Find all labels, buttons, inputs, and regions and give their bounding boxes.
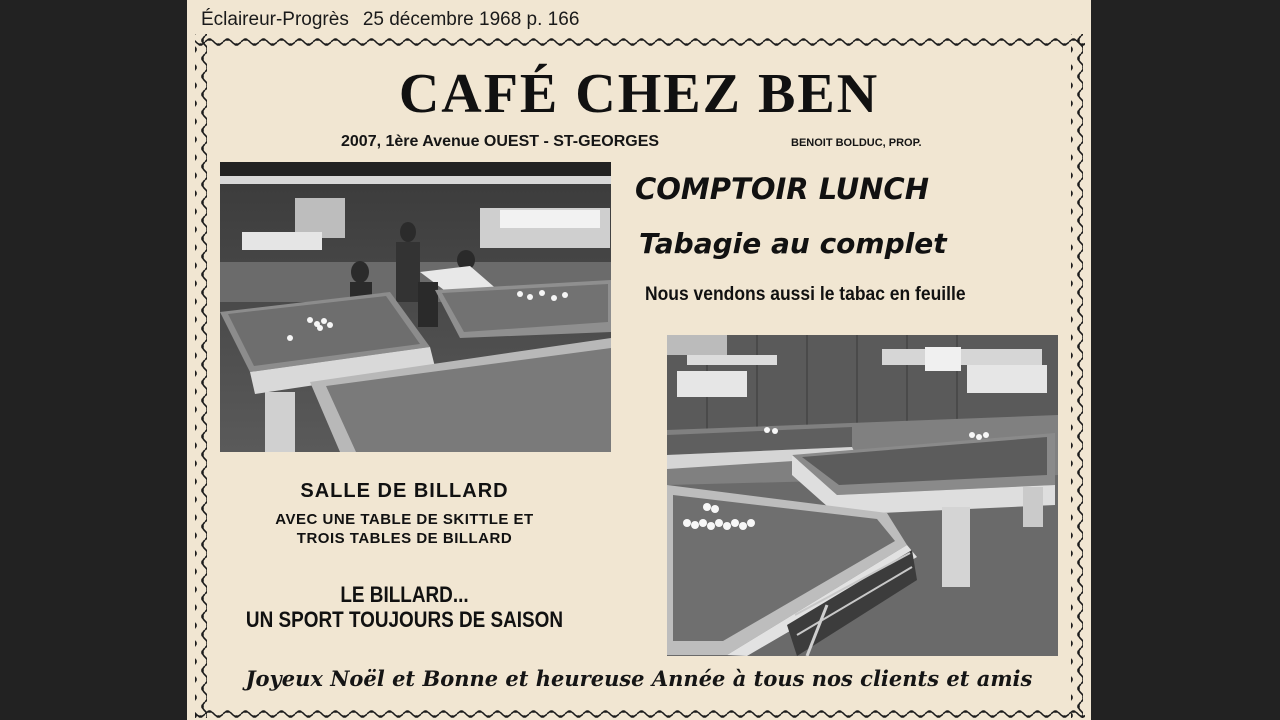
ad-proprietor: BENOIT BOLDUC, PROP. xyxy=(791,137,922,149)
tables-line-1: AVEC UNE TABLE DE SKITTLE ET xyxy=(275,511,534,528)
billiard-tables-photo xyxy=(667,335,1058,656)
billiard-players-photo xyxy=(220,162,611,452)
tables-line-2: TROIS TABLES DE BILLARD xyxy=(296,530,513,547)
publication-date: 25 décembre 1968 p. 166 xyxy=(362,9,580,30)
billiard-slogan xyxy=(187,582,622,632)
leaf-tobacco-text: Nous vendons aussi le tabac en feuille xyxy=(645,284,966,305)
billiard-hall-heading: SALLE DE BILLARD xyxy=(300,480,509,502)
tobacco-text: Tabagie au complet xyxy=(639,227,947,260)
lunch-counter-text: COMPTOIR LUNCH xyxy=(635,172,929,206)
newspaper-clipping xyxy=(187,0,1091,720)
slogan-line-1: LE BILLARD... xyxy=(340,582,469,607)
slogan-line-2: UN SPORT TOUJOURS DE SAISON xyxy=(245,607,564,632)
publication-name: Éclaireur-Progrès xyxy=(201,9,349,30)
ad-title: CAFÉ CHEZ BEN xyxy=(398,63,880,125)
holiday-greeting: Joyeux Noël et Bonne et heureuse Année à tous nos clients et amis xyxy=(245,666,1033,691)
ad-address: 2007, 1ère Avenue OUEST - ST-GEORGES xyxy=(341,133,660,150)
billiard-tables-description xyxy=(187,510,622,548)
